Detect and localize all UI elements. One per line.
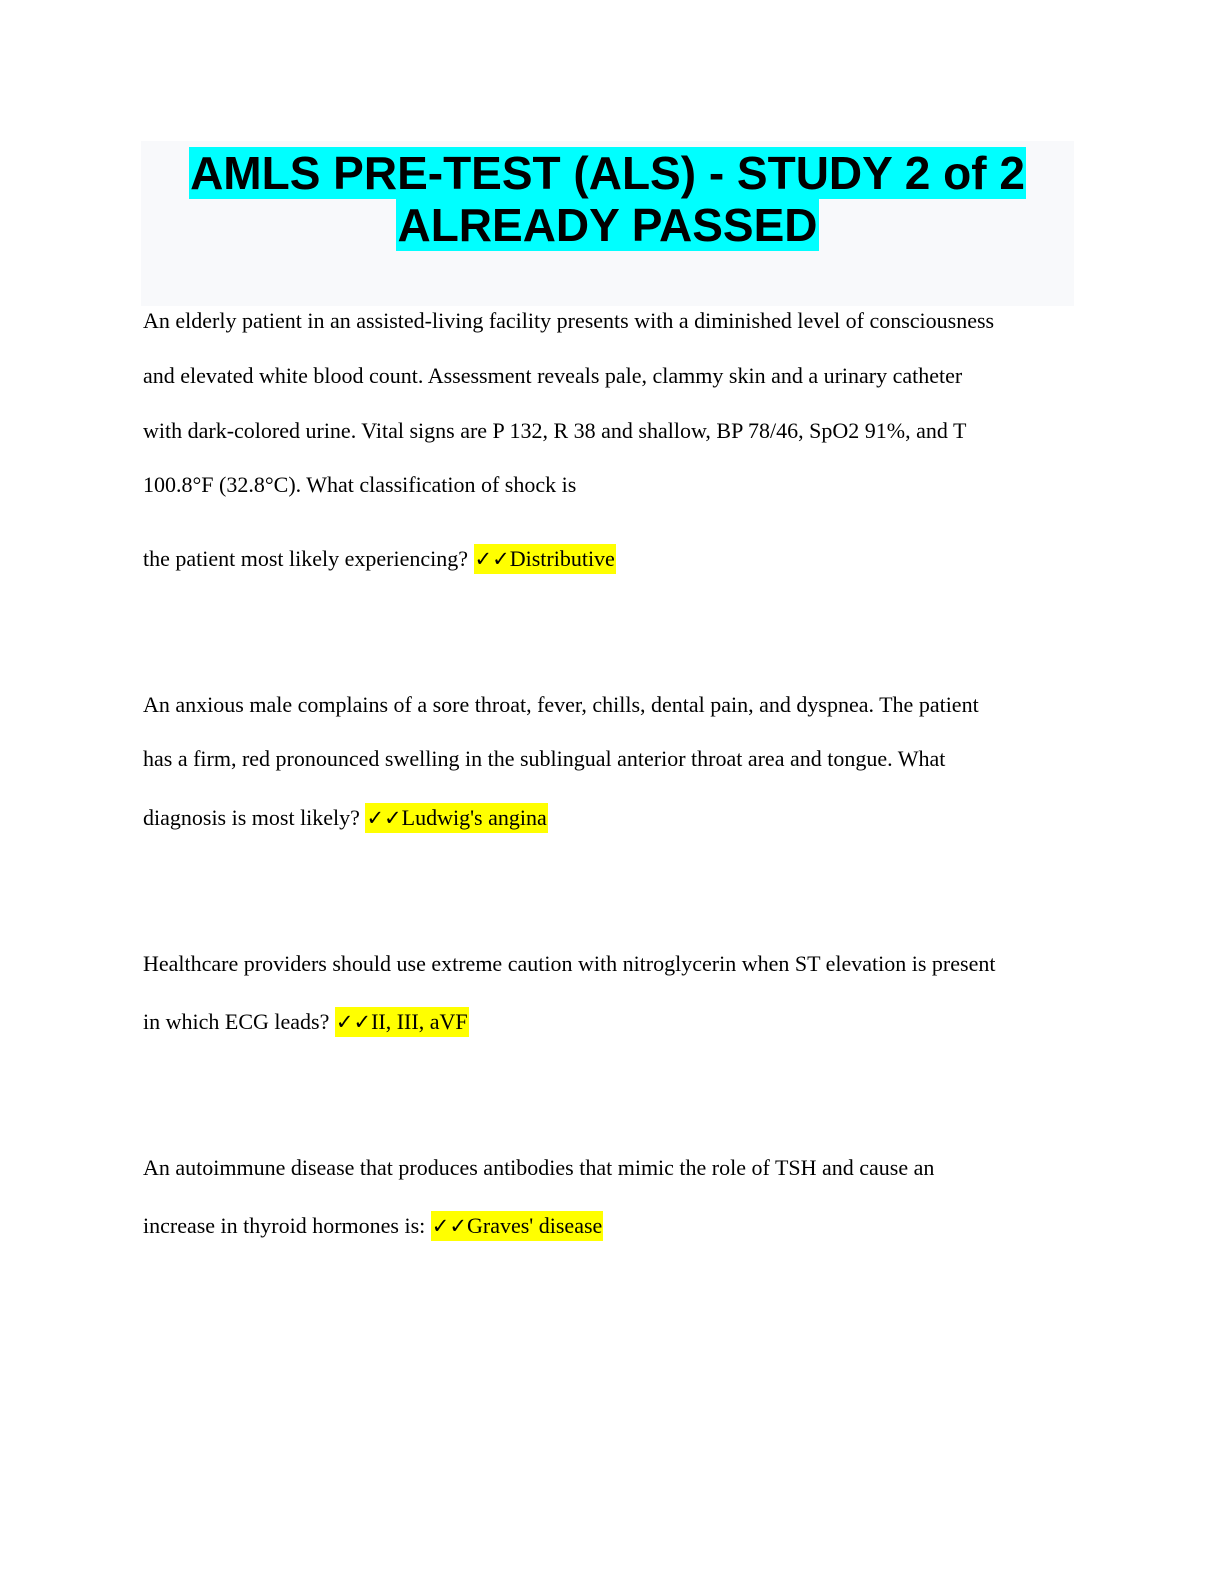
double-check-icon: ✓✓ [335,1010,372,1034]
question-1-line-2: and elevated white blood count. Assessment reveals pale, clammy skin and a urinary catheter [143,363,963,388]
question-4-line-1: An autoimmune disease that produces antibodies that mimic the role of TSH and cause an [143,1155,935,1180]
question-1-line-4: 100.8°F (32.8°C). What classification of shock is [143,472,577,497]
answer-highlight [431,1211,604,1241]
answer-highlight [335,1007,469,1037]
question-2-line-2: has a firm, red pronounced swelling in the sublingual anterior throat area and tongue. What [143,746,946,771]
question-2-final-line [143,805,548,831]
title-block [141,141,1074,306]
title-line-2: ALREADY PASSED [397,199,818,251]
title-line-1: AMLS PRE-TEST (ALS) - STUDY 2 of 2 [190,147,1025,199]
question-text: in which ECG leads? [143,1009,330,1034]
answer-highlight [365,803,547,833]
answer-highlight [474,544,616,574]
answer-text: Distributive [509,546,615,571]
question-1-line-1: An elderly patient in an assisted-living facility presents with a diminished level of consciousness [143,308,995,333]
question-1-line-3: with dark-colored urine. Vital signs are P 132, R 38 and shallow, BP 78/46, SpO2 91%, and T [143,418,967,443]
double-check-icon: ✓✓ [431,1214,467,1238]
answer-text: Ludwig's angina [401,805,547,830]
question-1-final-line [143,546,616,572]
question-text: diagnosis is most likely? [143,805,360,830]
double-check-icon: ✓✓ [366,806,402,830]
question-2-line-1: An anxious male complains of a sore throat, fever, chills, dental pain, and dyspnea. The patient [143,692,979,717]
question-3-line-1: Healthcare providers should use extreme caution with nitroglycerin when ST elevation is present [143,951,996,976]
answer-text: Graves' disease [466,1213,603,1238]
question-text: increase in thyroid hormones is: [143,1213,426,1238]
answer-text: II, III, aVF [371,1009,468,1034]
question-text: the patient most likely experiencing? [143,546,469,571]
double-check-icon: ✓✓ [474,547,510,571]
question-4-final-line [143,1213,603,1239]
question-3-final-line [143,1009,469,1035]
